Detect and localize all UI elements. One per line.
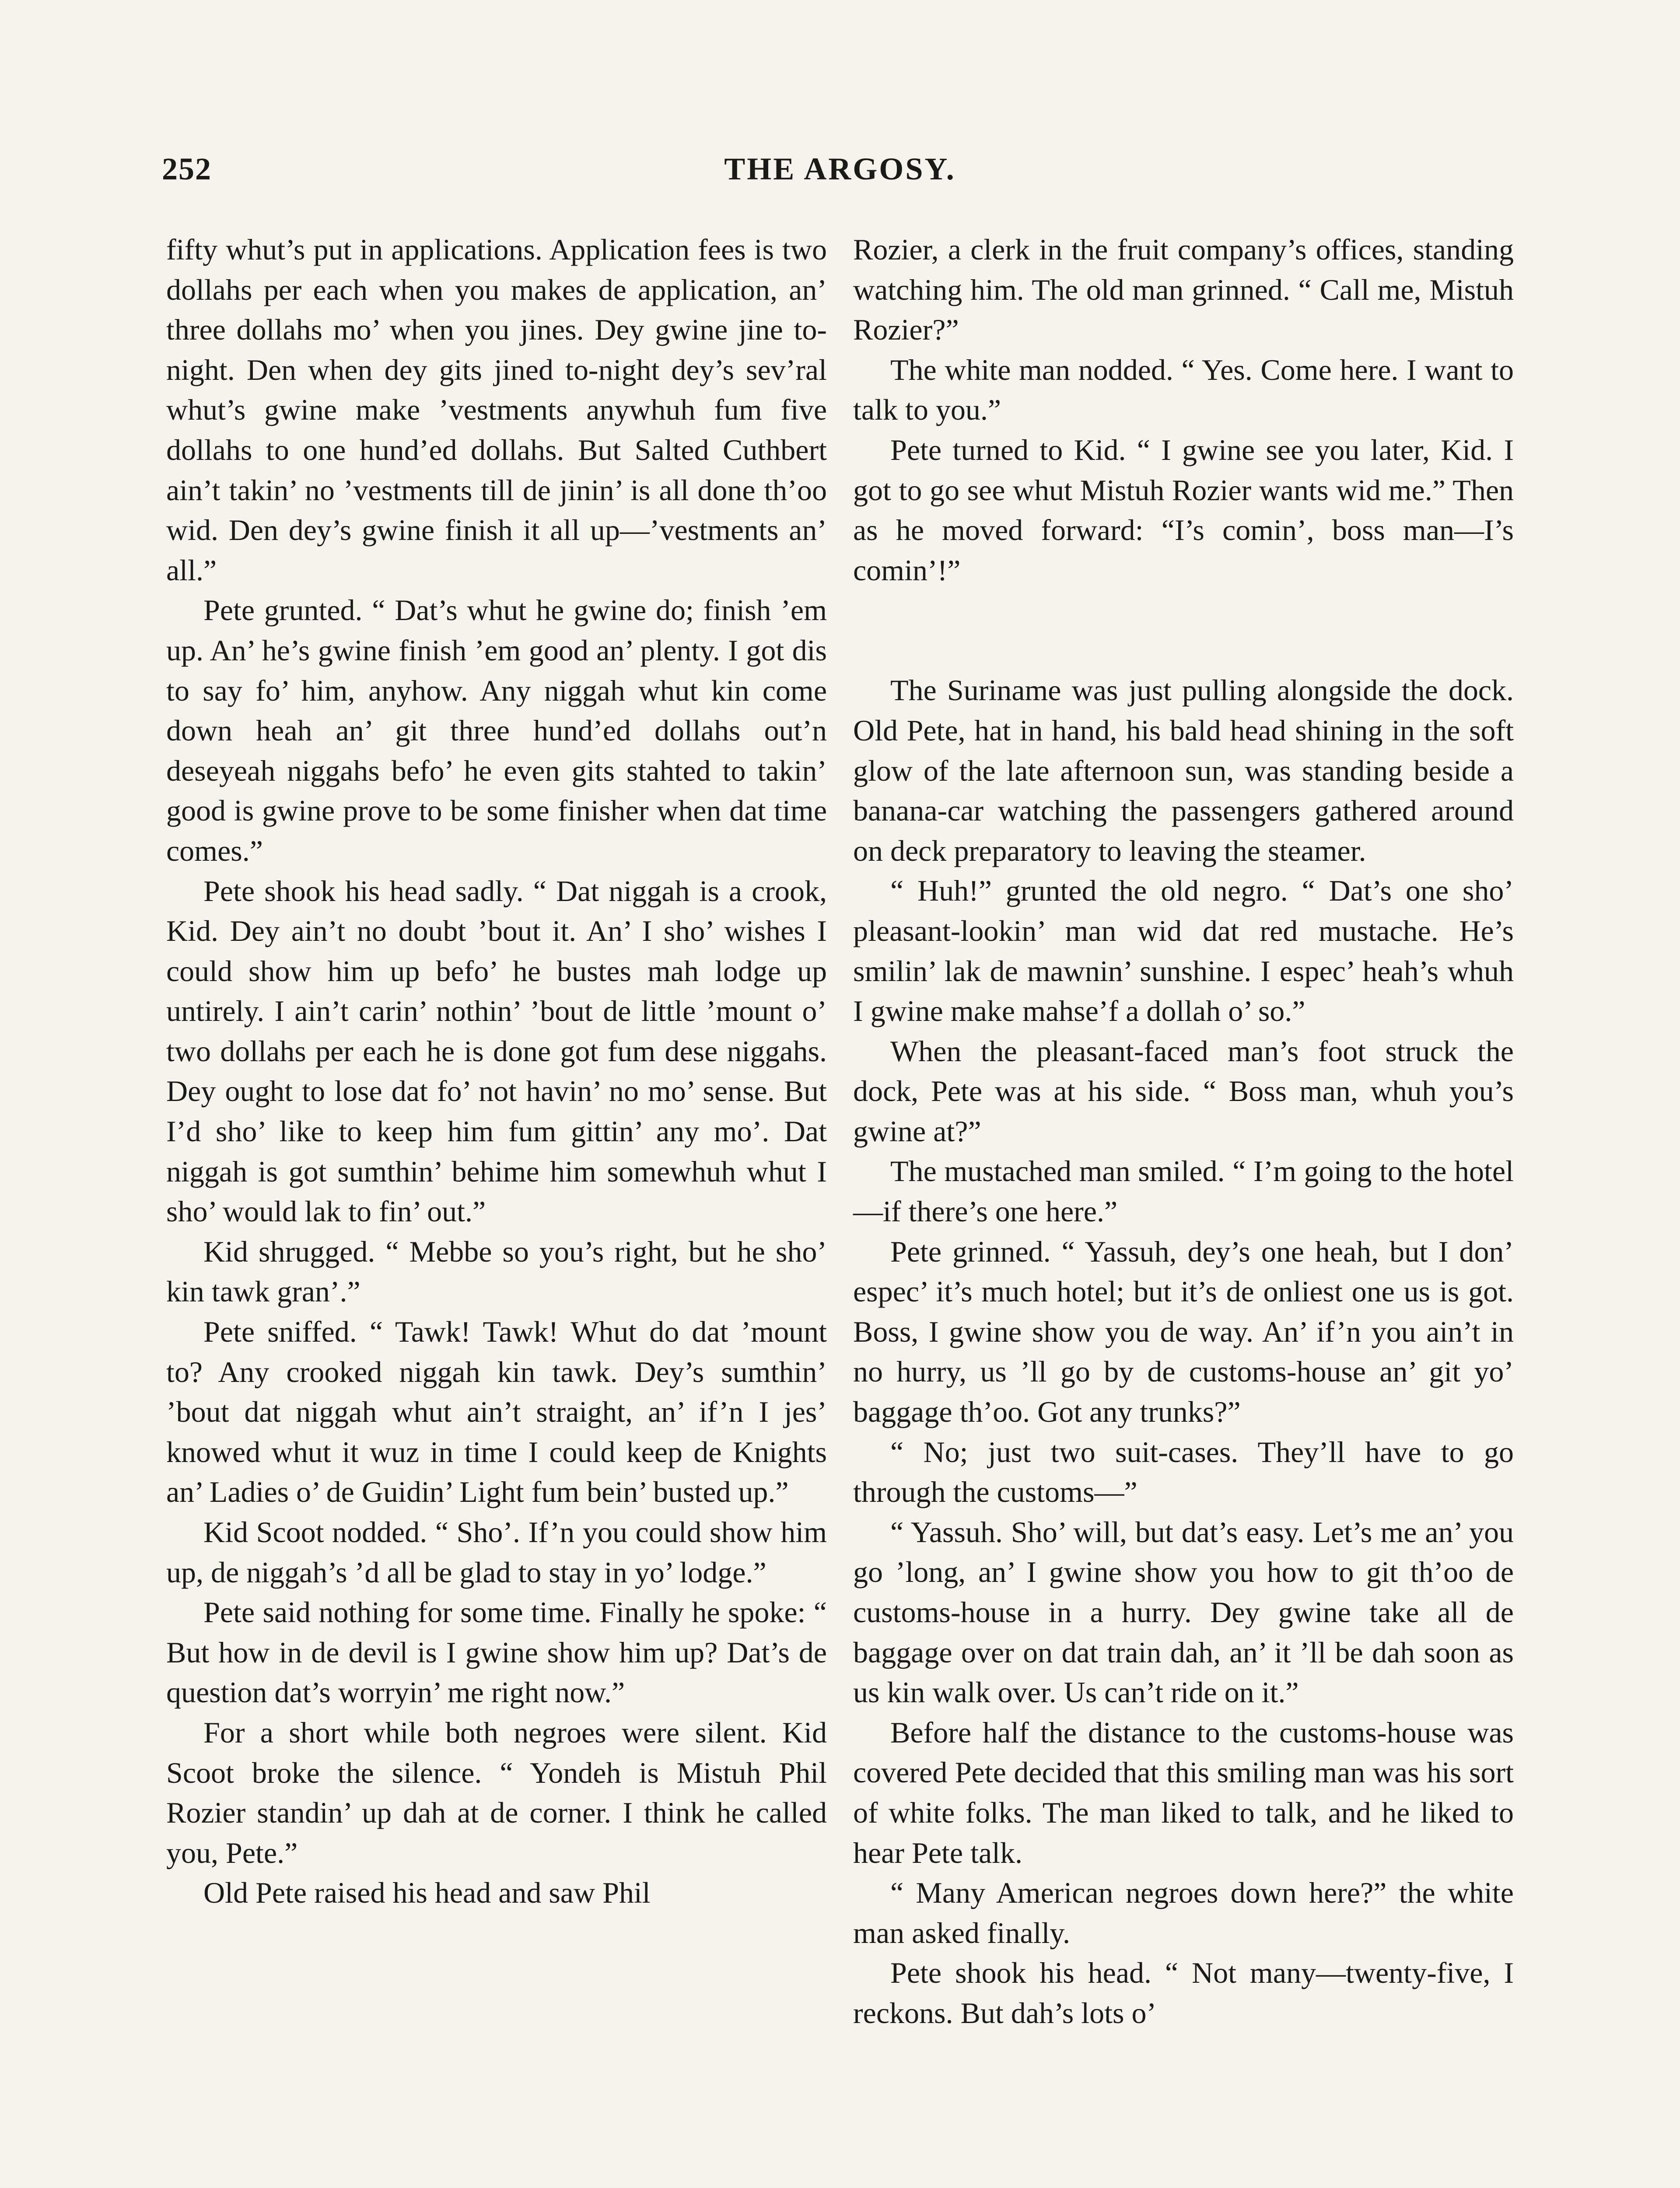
paragraph: The Suriname was just pulling alongside the dock. Old Pete, hat in hand, his bald head shining in the soft glow of the late afternoon sun, was standing beside a banana-car watching the passengers gathered around on deck preparatory to leaving the steamer. [853,673,1514,867]
paragraph: The mustached man smiled. “ I’m going to the hotel—if there’s one here.” [853,1154,1514,1228]
right-column [853,230,1514,2034]
paragraph: Kid Scoot nodded. “ Sho’. If’n you could show him up, de niggah’s ’d all be glad to stay in yo’ lodge.” [166,1515,827,1589]
paragraph: Pete said nothing for some time. Finally he spoke: “ But how in de devil is I gwine show him up? Dat’s de question dat’s worryin’ me right now.” [166,1595,827,1709]
paragraph: “ Many American negroes down here?” the white man asked finally. [853,1876,1514,1950]
paragraph: Pete grinned. “ Yassuh, dey’s one heah, but I don’ espec’ it’s much hotel; but it’s de onliest one us is got. Boss, I gwine show you de way. An’ if’n you ain’t in no hurry, us ’ll go by de customs-house an’ git yo’ baggage th’oo. Got any trunks?” [853,1234,1514,1429]
paragraph: fifty whut’s put in applications. Application fees is two dollahs per each when you makes de application, an’ three dollahs mo’ when you jines. Dey gwine jine to-night. Den when dey gits jined to-night dey’s sev’ral whut’s gwine make ’vestments anywhuh fum five dollahs to one hund’ed dollahs. But Salted Cuthbert ain’t takin’ no ’vestments till de jinin’ is all done th’oo wid. Den dey’s gwine finish it all up—’vestments an’ all.” [166,233,827,587]
paragraph: Rozier, a clerk in the fruit company’s offices, standing watching him. The old man grinned. “ Call me, Mistuh Rozier?” [853,233,1514,347]
paragraph: Before half the distance to the customs-house was covered Pete decided that this smiling man was his sort of white folks. The man liked to talk, and he liked to hear Pete talk. [853,1715,1514,1869]
paragraph: Pete shook his head sadly. “ Dat niggah is a crook, Kid. Dey ain’t no doubt ’bout it. An’ I sho’ wishes I could show him up befo’ he bustes mah lodge up untirely. I ain’t carin’ nothin’ ’bout de little ’mount o’ two dollahs per each he is done got fum dese niggahs. Dey ought to lose dat fo’ not havin’ no mo’ sense. But I’d sho’ like to keep him fum gittin’ any mo’. Dat niggah is got sumthin’ behime him somewhuh whut I sho’ would lak to fin’ out.” [166,874,827,1228]
paragraph: Pete sniffed. “ Tawk! Tawk! Whut do dat ’mount to? Any crooked niggah kin tawk. Dey’s sumthin’ ’bout dat niggah whut ain’t straight, an’ if’n I jes’ knowed whut it wuz in time I could keep de Knights an’ Ladies o’ de Guidin’ Light fum bein’ busted up.” [166,1315,827,1509]
page-header [162,151,1518,203]
running-head: THE ARGOSY. [724,151,956,186]
paragraph: When the pleasant-faced man’s foot struck the dock, Pete was at his side. “ Boss man, whuh you’s gwine at?” [853,1034,1514,1148]
paragraph: Pete turned to Kid. “ I gwine see you later, Kid. I got to go see whut Mistuh Rozier wants wid me.” Then as he moved forward: “I’s comin’, boss man—I’s comin’!” [853,433,1514,587]
paragraph: “ Yassuh. Sho’ will, but dat’s easy. Let’s me an’ you go ’long, an’ I gwine show you how to git th’oo de customs-house in a hurry. Dey gwine take all de baggage over on dat train dah, an’ it ’ll be dah soon as us kin walk over. Us can’t ride on it.” [853,1515,1514,1709]
paragraph: “ Huh!” grunted the old negro. “ Dat’s one sho’ pleasant-lookin’ man wid dat red mustache. He’s smilin’ lak de mawnin’ sunshine. I espec’ heah’s whuh I gwine make mahse’f a dollah o’ so.” [853,874,1514,1028]
paragraph: Pete shook his head. “ Not many—twenty-five, I reckons. But dah’s lots o’ [853,1956,1514,2030]
paragraph: Kid shrugged. “ Mebbe so you’s right, but he sho’ kin tawk gran’.” [166,1234,827,1308]
left-column [166,230,827,1913]
paragraph: “ No; just two suit-cases. They’ll have to go through the customs—” [853,1435,1514,1509]
paragraph: For a short while both negroes were silent. Kid Scoot broke the silence. “ Yondeh is Mistuh Phil Rozier standin’ up dah at de corner. I think he called you, Pete.” [166,1715,827,1869]
paragraph: The white man nodded. “ Yes. Come here. I want to talk to you.” [853,353,1514,427]
paragraph: Old Pete raised his head and saw Phil [203,1876,651,1910]
page-number: 252 [162,151,212,186]
paragraph: Pete grunted. “ Dat’s whut he gwine do; finish ’em up. An’ he’s gwine finish ’em good an’ plenty. I got dis to say fo’ him, anyhow. Any niggah whut kin come down heah an’ git three hund’ed dollahs out’n deseyeah niggahs befo’ he even gits stahted to takin’ good is gwine prove to be some finisher when dat time comes.” [166,593,827,867]
